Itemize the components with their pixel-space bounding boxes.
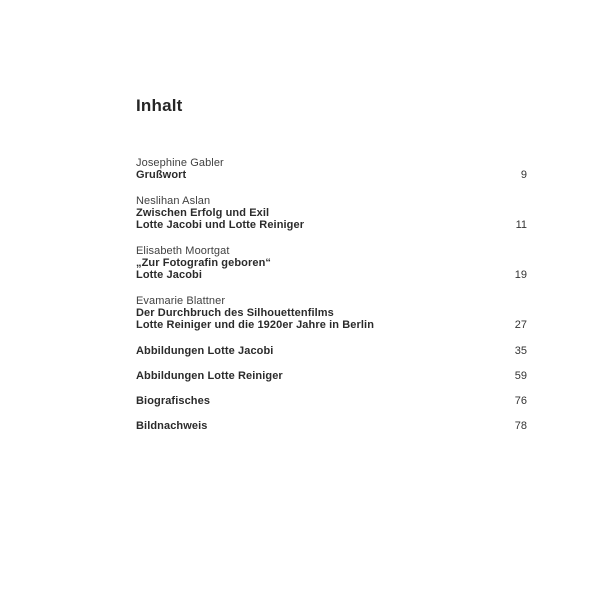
page-number: 35 [514, 345, 527, 357]
toc-entry-author: Elisabeth Moortgat [136, 245, 230, 257]
toc-entry-line [136, 370, 527, 382]
toc-entry-title: Bildnachweis [136, 420, 208, 432]
toc-entry-title: Biografisches [136, 395, 211, 407]
toc-entry-line [136, 219, 527, 231]
page-number: 76 [514, 395, 527, 407]
toc-entry-title: Lotte Reiniger und die 1920er Jahre in Berlin [136, 319, 375, 331]
toc-entry [136, 345, 527, 357]
page-number: 78 [514, 420, 527, 432]
table-of-contents [136, 97, 527, 432]
toc-entry-author: Josephine Gabler [136, 157, 224, 169]
page-title: Inhalt [136, 96, 183, 115]
toc-entries [136, 157, 527, 432]
toc-entry [136, 157, 527, 181]
toc-entry-titles [136, 207, 527, 231]
toc-entry [136, 195, 527, 231]
toc-entry [136, 245, 527, 281]
toc-entry-line [136, 420, 527, 432]
toc-entry-line [136, 257, 527, 269]
toc-entry-title: „Zur Fotografin geboren“ [136, 257, 272, 269]
toc-entry-line [136, 319, 527, 331]
toc-entry-line [136, 307, 527, 319]
toc-entry-title: Der Durchbruch des Silhouettenfilms [136, 307, 334, 319]
toc-entry [136, 420, 527, 432]
toc-entry-title: Zwischen Erfolg und Exil [136, 207, 270, 219]
toc-entry [136, 295, 527, 331]
toc-entry-line [136, 395, 527, 407]
toc-entry-titles [136, 169, 527, 181]
page-number: 27 [514, 319, 527, 331]
toc-entry-title: Lotte Jacobi und Lotte Reiniger [136, 219, 305, 231]
toc-entry-titles [136, 370, 527, 382]
toc-entry-line [136, 207, 527, 219]
toc-entry [136, 370, 527, 382]
page-number: 19 [514, 269, 527, 281]
toc-entry-titles [136, 345, 527, 357]
toc-entry-title: Grußwort [136, 169, 187, 181]
toc-entry-title: Abbildungen Lotte Reiniger [136, 370, 283, 382]
toc-entry-author: Neslihan Aslan [136, 195, 211, 207]
toc-entry-author: Evamarie Blattner [136, 295, 226, 307]
toc-entry-titles [136, 307, 527, 331]
toc-entry-line [136, 345, 527, 357]
toc-entry-titles [136, 257, 527, 281]
toc-entry-line [136, 269, 527, 281]
toc-entry-line [136, 169, 527, 181]
page-number: 59 [514, 370, 527, 382]
page-number: 11 [515, 219, 527, 231]
toc-entry [136, 395, 527, 407]
toc-entry-title: Lotte Jacobi [136, 269, 202, 281]
toc-entry-titles [136, 420, 527, 432]
toc-entry-title: Abbildungen Lotte Jacobi [136, 345, 274, 357]
page-number: 9 [520, 169, 527, 181]
toc-entry-titles [136, 395, 527, 407]
